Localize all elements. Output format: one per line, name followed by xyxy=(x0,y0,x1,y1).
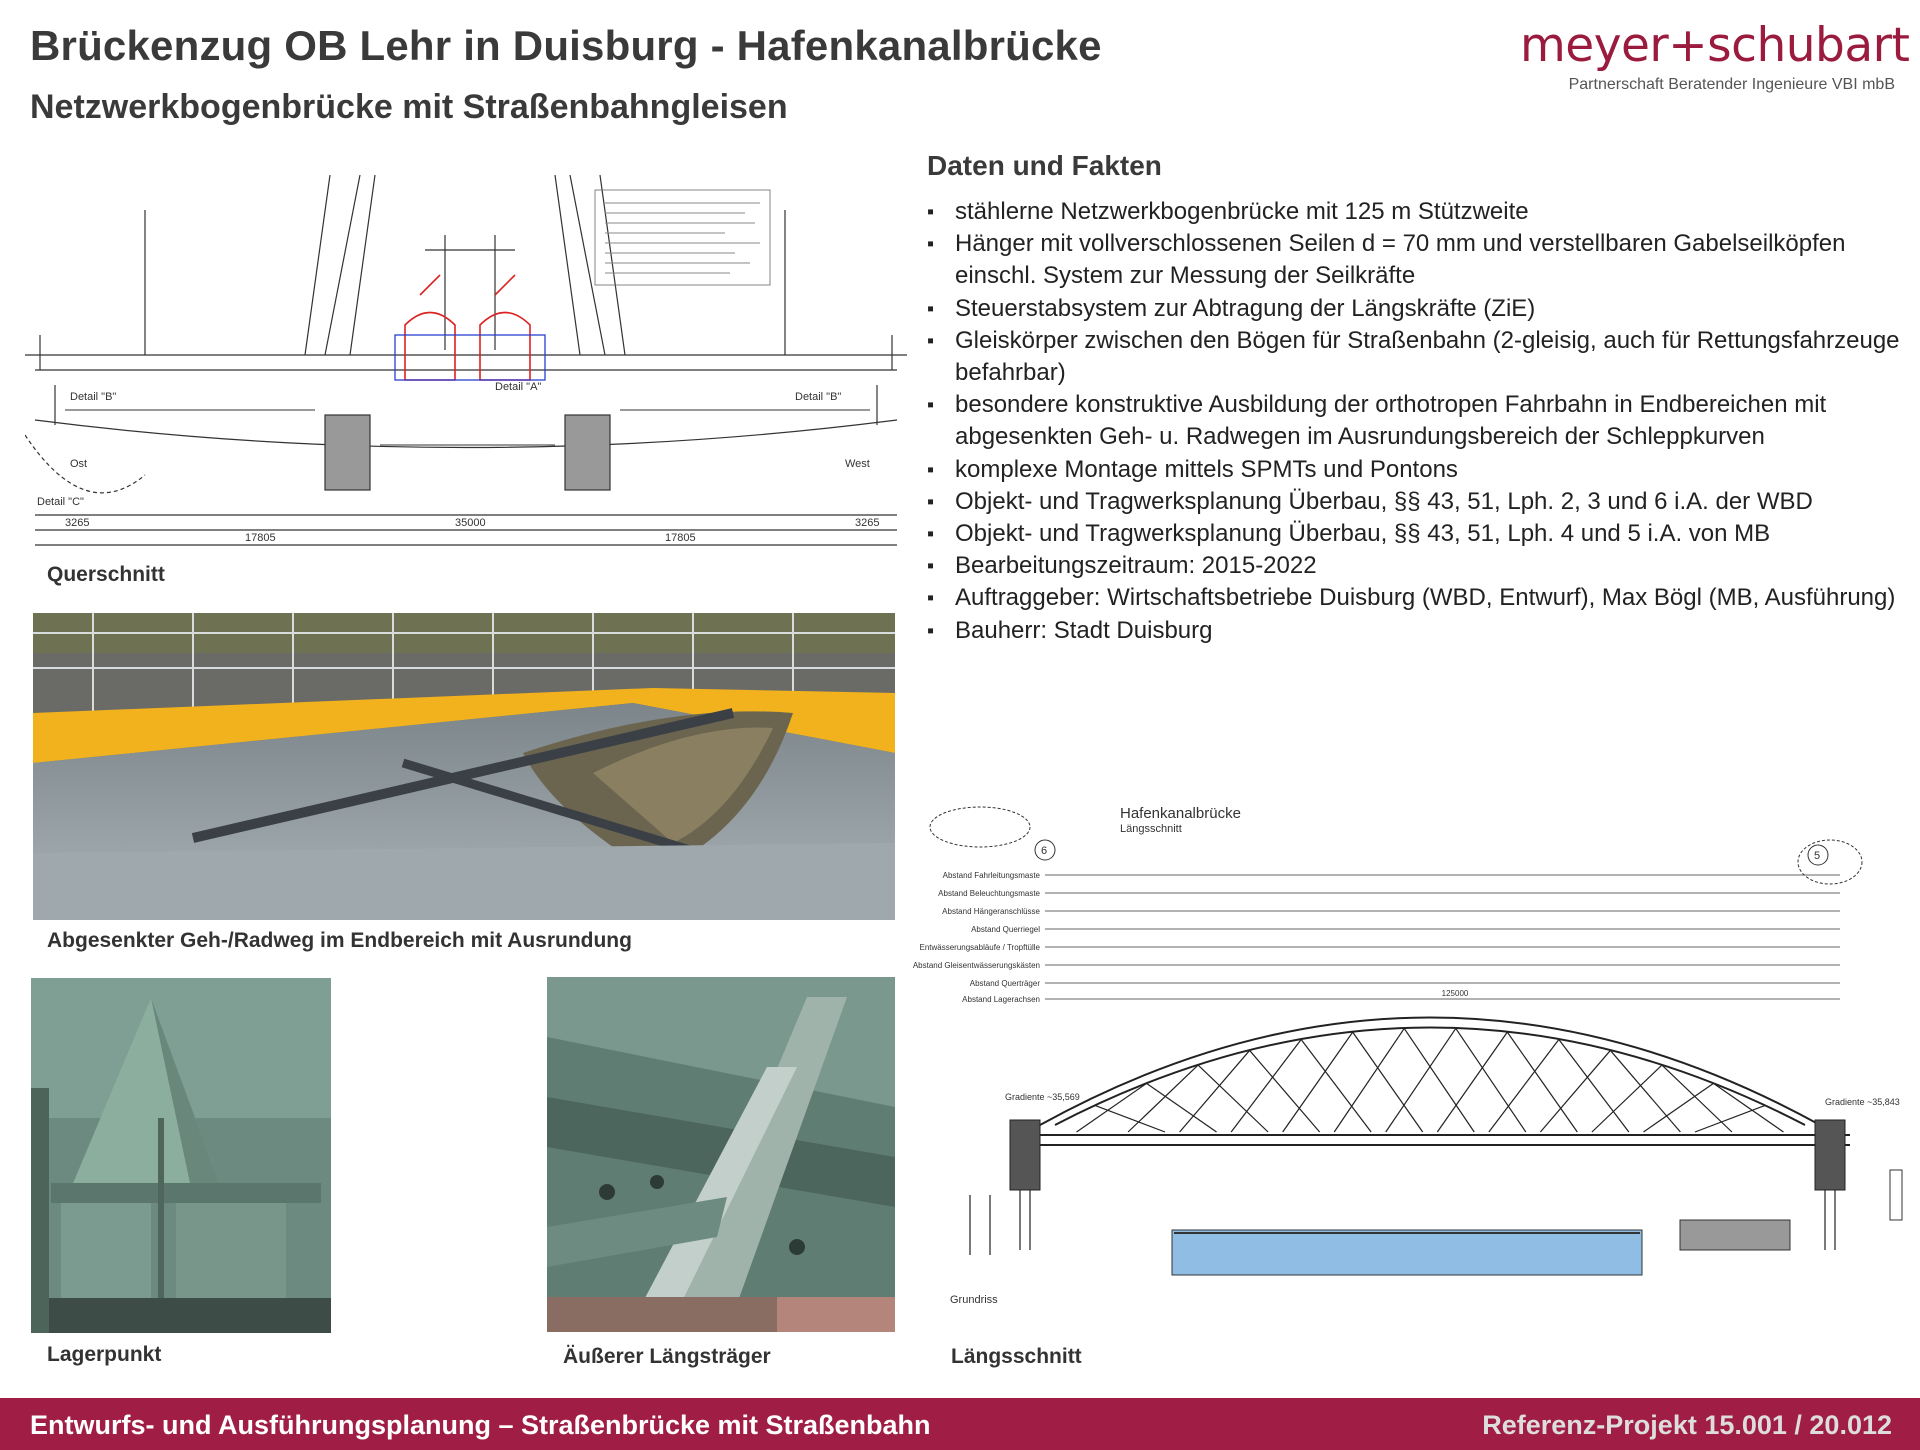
page-subtitle: Netzwerkbogenbrücke mit Straßenbahngleisen xyxy=(30,88,788,126)
gradient-left: Gradiente ~35,569 xyxy=(1005,1092,1080,1102)
span-label: 125000 xyxy=(1441,989,1469,998)
detail-c-label: Detail "C" xyxy=(37,496,84,508)
west-label: West xyxy=(845,458,870,470)
fact-item: ▪ Gleiskörper zwischen den Bögen für Straßenbahn (2-gleisig, auch für Rettungsfahrzeuge befahrbar) xyxy=(927,325,1907,389)
cross-section-drawing xyxy=(25,175,907,550)
row-label: Abstand Querträger xyxy=(969,979,1040,988)
fact-item: ▪ besondere konstruktive Ausbildung der orthotropen Fahrbahn in Endbereichen mit abgesenkten Geh- u. Radwegen im Ausrundungsbereich der Schleppkurven xyxy=(927,389,1907,453)
logo-wordmark: meyer+schubart xyxy=(1520,18,1910,73)
fact-item: ▪ Objekt- und Tragwerksplanung Überbau, §§ 43, 51, Lph. 2, 3 und 6 i.A. der WBD xyxy=(927,486,1907,518)
fact-item: ▪ Bearbeitungszeitraum: 2015-2022 xyxy=(927,550,1907,582)
walkway-photo xyxy=(33,613,895,920)
arch-hangers xyxy=(1077,1028,1784,1132)
row-label: Abstand Fahrleitungsmaste xyxy=(942,871,1040,880)
longitudinal-section-drawing xyxy=(910,800,1908,1320)
ost-label: Ost xyxy=(70,458,88,470)
row-label: Abstand Lagerachsen xyxy=(962,995,1040,1004)
facts-list xyxy=(927,196,1907,647)
row-label: Abstand Hängeranschlüsse xyxy=(942,907,1040,916)
footer-description: Entwurfs- und Ausführungsplanung – Straßenbrücke mit Straßenbahn xyxy=(30,1410,931,1440)
fact-item: ▪ komplexe Montage mittels SPMTs und Pontons xyxy=(927,454,1907,486)
detail-b-label-left: Detail "B" xyxy=(70,391,117,403)
footer-reference: Referenz-Projekt 15.001 / 20.012 xyxy=(1482,1410,1892,1440)
fact-item: ▪ Steuerstabsystem zur Abtragung der Längskräfte (ZiE) xyxy=(927,293,1907,325)
fact-item: ▪ Objekt- und Tragwerksplanung Überbau, §§ 43, 51, Lph. 4 und 5 i.A. von MB xyxy=(927,518,1907,550)
dim-label: 17805 xyxy=(665,532,696,544)
longitudinal-caption: Längsschnitt xyxy=(951,1345,1082,1368)
detail-b-label-right: Detail "B" xyxy=(795,391,842,403)
detail-a-label: Detail "A" xyxy=(495,381,542,393)
dim-label: 3265 xyxy=(65,517,90,529)
grundriss-label: Grundriss xyxy=(950,1294,998,1306)
logo-tagline: Partnerschaft Beratender Ingenieure VBI mbB xyxy=(1568,76,1895,93)
fact-item: ▪ Bauherr: Stadt Duisburg xyxy=(927,615,1907,647)
row-label: Abstand Querriegel xyxy=(971,925,1040,934)
walkway-caption: Abgesenkter Geh-/Radweg im Endbereich mit Ausrundung xyxy=(47,929,632,952)
fact-item: ▪ Auftraggeber: Wirtschaftsbetriebe Duisburg (WBD, Entwurf), Max Bögl (MB, Ausführung) xyxy=(927,582,1907,614)
row-label: Entwässerungsabläufe / Tropftülle xyxy=(919,943,1040,952)
facts-heading: Daten und Fakten xyxy=(927,150,1162,181)
footer-bar xyxy=(0,1398,1920,1450)
axis-right-label: 5 xyxy=(1814,850,1821,862)
dim-label: 17805 xyxy=(245,532,276,544)
cross-section-caption: Querschnitt xyxy=(47,563,165,586)
dim-label: 35000 xyxy=(455,517,486,529)
bearing-caption: Lagerpunkt xyxy=(47,1343,162,1366)
girder-photo xyxy=(547,977,895,1332)
company-logo xyxy=(1520,18,1910,94)
row-label: Abstand Beleuchtungsmaste xyxy=(938,889,1040,898)
bearing-photo xyxy=(31,978,331,1333)
gradient-right: Gradiente ~35,843 xyxy=(1825,1097,1900,1107)
fact-item: ▪ stählerne Netzwerkbogenbrücke mit 125 m Stützweite xyxy=(927,196,1907,228)
fact-item: ▪ Hänger mit vollverschlossenen Seilen d = 70 mm und verstellbaren Gabelseilköpfen einschl. System zur Messung der Seilkräfte xyxy=(927,228,1907,292)
girder-caption: Äußerer Längsträger xyxy=(563,1345,771,1368)
longitudinal-title: Hafenkanalbrücke xyxy=(1120,805,1241,822)
dim-label: 3265 xyxy=(855,517,880,529)
row-label: Abstand Gleisentwässerungskästen xyxy=(912,961,1040,970)
axis-left-label: 6 xyxy=(1041,845,1048,857)
longitudinal-subtitle: Längsschnitt xyxy=(1120,823,1182,835)
page-title: Brückenzug OB Lehr in Duisburg - Hafenkanalbrücke xyxy=(30,22,1102,69)
